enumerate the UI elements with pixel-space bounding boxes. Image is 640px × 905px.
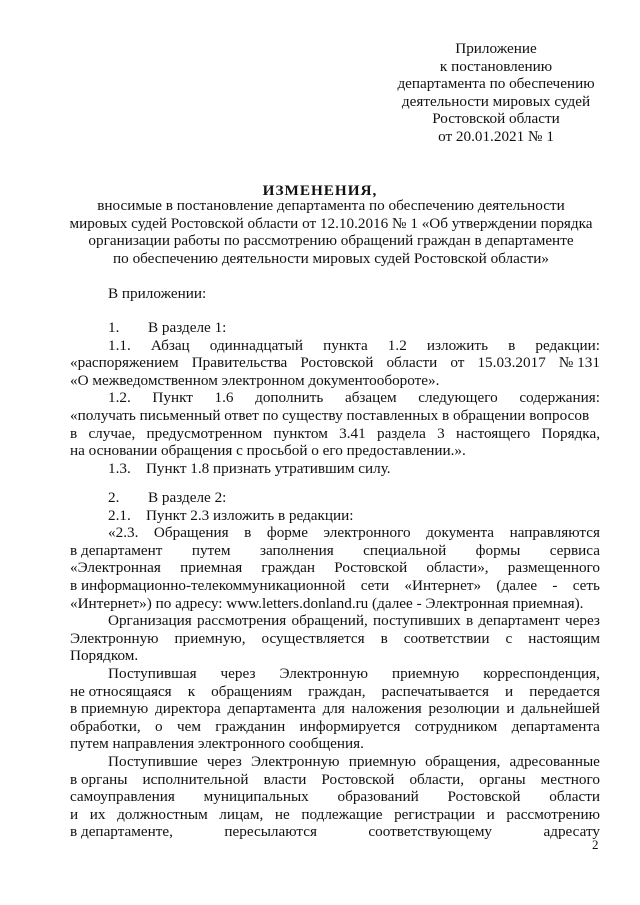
word: содержания: bbox=[519, 389, 600, 407]
word: от bbox=[450, 354, 465, 372]
word: 3 bbox=[437, 424, 445, 442]
word: № 131 bbox=[558, 354, 600, 372]
word: рассмотрения bbox=[197, 612, 287, 630]
word: власти bbox=[263, 770, 307, 788]
p12-line-2: «получать письменный ответ по существу поставленных в обращении вопросов bbox=[70, 406, 590, 424]
word: департамент bbox=[478, 612, 560, 630]
word: одиннадцатый bbox=[209, 336, 303, 354]
word: «2.3. bbox=[108, 524, 139, 542]
word: через bbox=[206, 752, 242, 770]
word: 1.6 bbox=[214, 389, 234, 407]
annex-line: деятельности мировых судей bbox=[401, 92, 591, 110]
para3-line-3 bbox=[70, 700, 600, 718]
para4-line-4 bbox=[70, 806, 600, 824]
word: осуществляется bbox=[261, 629, 365, 647]
word: Абзац bbox=[150, 336, 190, 354]
word: департамента bbox=[227, 700, 316, 718]
word: самоуправления bbox=[70, 788, 175, 806]
section-2-number: 2. bbox=[108, 489, 120, 506]
word: заполнения bbox=[259, 541, 334, 559]
word: Ростовской bbox=[447, 788, 521, 806]
word: раздела bbox=[376, 424, 426, 442]
para1-line-3 bbox=[70, 559, 600, 577]
word: Электронную bbox=[70, 629, 159, 647]
para1-line-4 bbox=[70, 577, 600, 595]
para3-line-4 bbox=[70, 718, 600, 736]
word: Обращения bbox=[153, 524, 229, 542]
p12-line-1 bbox=[70, 389, 600, 407]
word: не bbox=[274, 805, 290, 823]
word: в bbox=[380, 629, 388, 647]
word: информируется bbox=[299, 717, 401, 735]
word: сотрудником bbox=[414, 717, 498, 735]
word: предусмотренном bbox=[146, 424, 263, 442]
word: настоящего bbox=[455, 424, 531, 442]
word: обработки, bbox=[70, 717, 141, 735]
word: путем bbox=[191, 541, 231, 559]
para2-line-3: Порядком. bbox=[70, 647, 139, 665]
section-1-number: 1. bbox=[108, 319, 120, 336]
word: исполнительной bbox=[142, 770, 249, 788]
word: в bbox=[244, 524, 252, 542]
word: сети bbox=[360, 576, 390, 594]
word: через bbox=[565, 612, 600, 630]
annex-line: департамента по обеспечению bbox=[397, 75, 595, 93]
word: 1.2. bbox=[108, 389, 131, 407]
word: Электронную bbox=[279, 664, 368, 682]
word: Поступившие bbox=[108, 752, 198, 770]
word: местного bbox=[540, 770, 600, 788]
p21-line: 2.1. Пункт 2.3 изложить в редакции: bbox=[108, 506, 354, 524]
word: поступивших bbox=[373, 612, 461, 630]
word: обращениям bbox=[211, 682, 293, 700]
word: граждан bbox=[261, 559, 316, 577]
word: настоящим bbox=[528, 629, 600, 647]
section-1-heading bbox=[70, 319, 600, 337]
word: соответствии bbox=[403, 629, 490, 647]
annex-header bbox=[376, 40, 616, 146]
p11-line-1 bbox=[70, 337, 600, 355]
word: следующего bbox=[418, 389, 498, 407]
word: департамента bbox=[511, 717, 600, 735]
word: Правительства bbox=[191, 354, 288, 372]
word: «распоряжением bbox=[70, 354, 179, 372]
word: наложения bbox=[351, 700, 422, 718]
word: Поступившая bbox=[108, 664, 197, 682]
word: формы bbox=[475, 541, 521, 559]
word: передается bbox=[529, 682, 600, 700]
word: Электронную bbox=[250, 752, 340, 770]
para3-line-1 bbox=[70, 665, 600, 683]
word: резолюции bbox=[428, 700, 500, 718]
word: лицам, bbox=[219, 805, 264, 823]
word: Ростовской bbox=[334, 559, 408, 577]
subtitle-line: организации работы по рассмотрению обращений граждан в департаменте bbox=[88, 232, 574, 250]
word: случае, bbox=[88, 424, 136, 442]
word: муниципальных bbox=[203, 788, 309, 806]
word: Пункт bbox=[152, 389, 193, 407]
word: пункта bbox=[323, 336, 368, 354]
word: дополнить bbox=[255, 389, 324, 407]
word: приемную, bbox=[174, 629, 246, 647]
p12-line-3 bbox=[70, 425, 600, 443]
word: размещенного bbox=[507, 559, 600, 577]
word: о bbox=[155, 717, 163, 735]
para2-line-1 bbox=[70, 612, 600, 630]
word: 1.2 bbox=[387, 336, 407, 354]
word: соответствующему bbox=[368, 823, 493, 841]
word: в органы bbox=[70, 770, 128, 788]
word: пунктом bbox=[273, 424, 328, 442]
word: через bbox=[220, 664, 256, 682]
word: дальнейшей bbox=[521, 700, 600, 718]
subtitle-line: мировых судей Ростовской области от 12.10.2016 № 1 «Об утверждении порядка bbox=[69, 214, 593, 232]
word: Организация bbox=[108, 612, 192, 630]
word: для bbox=[322, 700, 345, 718]
section-1 bbox=[70, 319, 600, 477]
para1-line-2 bbox=[70, 542, 600, 560]
p13-line: 1.3. Пункт 1.8 признать утратившим силу. bbox=[108, 459, 391, 477]
word: области», bbox=[426, 559, 489, 577]
word: не относящаяся bbox=[70, 682, 172, 700]
intro-paragraph bbox=[70, 285, 600, 303]
word: приемную bbox=[348, 752, 416, 770]
word: их bbox=[89, 805, 106, 823]
word: «Интернет» bbox=[404, 576, 482, 594]
word: сервиса bbox=[549, 541, 600, 559]
para4-line-5 bbox=[70, 823, 600, 841]
section-2-title: В разделе 2: bbox=[148, 489, 227, 506]
word: изложить bbox=[426, 336, 488, 354]
word: области bbox=[549, 788, 600, 806]
word: рассмотрению bbox=[506, 805, 600, 823]
word: в bbox=[70, 424, 78, 442]
word: Порядка, bbox=[541, 424, 600, 442]
word: области bbox=[386, 354, 438, 372]
word: к bbox=[187, 682, 196, 700]
word: органы bbox=[479, 770, 526, 788]
word: 3.41 bbox=[339, 424, 366, 442]
intro-text: В приложении: bbox=[108, 285, 207, 302]
para1-line-5: «Интернет») по адресу: www.letters.donland.ru (далее - Электронная приемная). bbox=[70, 594, 584, 612]
subtitle-line: по обеспечению деятельности мировых судей Ростовской области» bbox=[113, 249, 549, 267]
word: чем bbox=[176, 717, 201, 735]
para4-line-2 bbox=[70, 771, 600, 789]
annex-line: к постановлению bbox=[439, 57, 553, 75]
section-1-title: В разделе 1: bbox=[148, 319, 227, 336]
word: адресованные bbox=[509, 752, 600, 770]
word: форме bbox=[266, 524, 309, 542]
word: распечатывается bbox=[381, 682, 489, 700]
word: корреспонденция, bbox=[483, 664, 600, 682]
document-title: ИЗМЕНЕНИЯ, bbox=[262, 182, 378, 199]
word: с bbox=[505, 629, 513, 647]
section-2-heading bbox=[70, 489, 600, 507]
word: подлежащие bbox=[301, 805, 383, 823]
word: в bbox=[508, 336, 516, 354]
para2-line-2 bbox=[70, 630, 600, 648]
para3-line-5: путем направления электронного сообщения. bbox=[70, 735, 364, 753]
word: должностным bbox=[117, 805, 208, 823]
document-subtitle bbox=[40, 197, 622, 267]
word: 15.03.2017 bbox=[477, 354, 546, 372]
word: в департамент bbox=[70, 541, 163, 559]
word: пересылаются bbox=[224, 823, 317, 841]
word: и bbox=[486, 805, 495, 823]
word: в информационно-телекоммуникационной bbox=[70, 576, 346, 594]
p12-line-4: на основании обращения с просьбой о его предоставлении.». bbox=[70, 442, 466, 460]
subtitle-line: вносимые в постановление департамента по обеспечению деятельности bbox=[97, 197, 565, 214]
word: (далее bbox=[496, 576, 538, 594]
word: сеть bbox=[572, 576, 600, 594]
word: и bbox=[506, 700, 515, 718]
page-number: 2 bbox=[592, 837, 599, 852]
word: директора bbox=[155, 700, 221, 718]
word: редакции: bbox=[535, 336, 600, 354]
para1-line-1 bbox=[70, 524, 600, 542]
annex-line: Приложение bbox=[455, 40, 537, 57]
word: 1.1. bbox=[108, 336, 131, 354]
word: в приемную bbox=[70, 700, 149, 718]
word: Ростовской bbox=[321, 770, 395, 788]
para4-line-3 bbox=[70, 788, 600, 806]
word: электронного bbox=[323, 524, 411, 542]
word: - bbox=[552, 576, 558, 594]
word: области, bbox=[409, 770, 465, 788]
word: граждан, bbox=[308, 682, 366, 700]
word: документа bbox=[426, 524, 495, 542]
word: в bbox=[465, 612, 474, 630]
word: в департаменте, bbox=[70, 823, 173, 841]
p11-line-2 bbox=[70, 354, 600, 372]
word: «Электронная bbox=[70, 559, 161, 577]
word: и bbox=[70, 805, 79, 823]
section-2 bbox=[70, 489, 600, 841]
word: приемную bbox=[391, 664, 460, 682]
word: и bbox=[505, 682, 514, 700]
word: обращения, bbox=[425, 752, 501, 770]
word: регистрации bbox=[394, 805, 476, 823]
word: обращений, bbox=[291, 612, 368, 630]
word: специальной bbox=[363, 541, 447, 559]
word: Ростовской bbox=[300, 354, 374, 372]
word: абзацем bbox=[344, 389, 397, 407]
para3-line-2 bbox=[70, 683, 600, 701]
word: приемная bbox=[180, 559, 243, 577]
annex-line: от 20.01.2021 № 1 bbox=[438, 127, 554, 145]
word: гражданин bbox=[215, 717, 286, 735]
para4-line-1 bbox=[70, 753, 600, 771]
word: адресату bbox=[543, 823, 600, 841]
annex-line: Ростовской области bbox=[432, 110, 560, 128]
word: направляются bbox=[509, 524, 600, 542]
word: образований bbox=[337, 788, 419, 806]
p11-line-3: «О межведомственном электронном документообороте». bbox=[70, 371, 440, 389]
